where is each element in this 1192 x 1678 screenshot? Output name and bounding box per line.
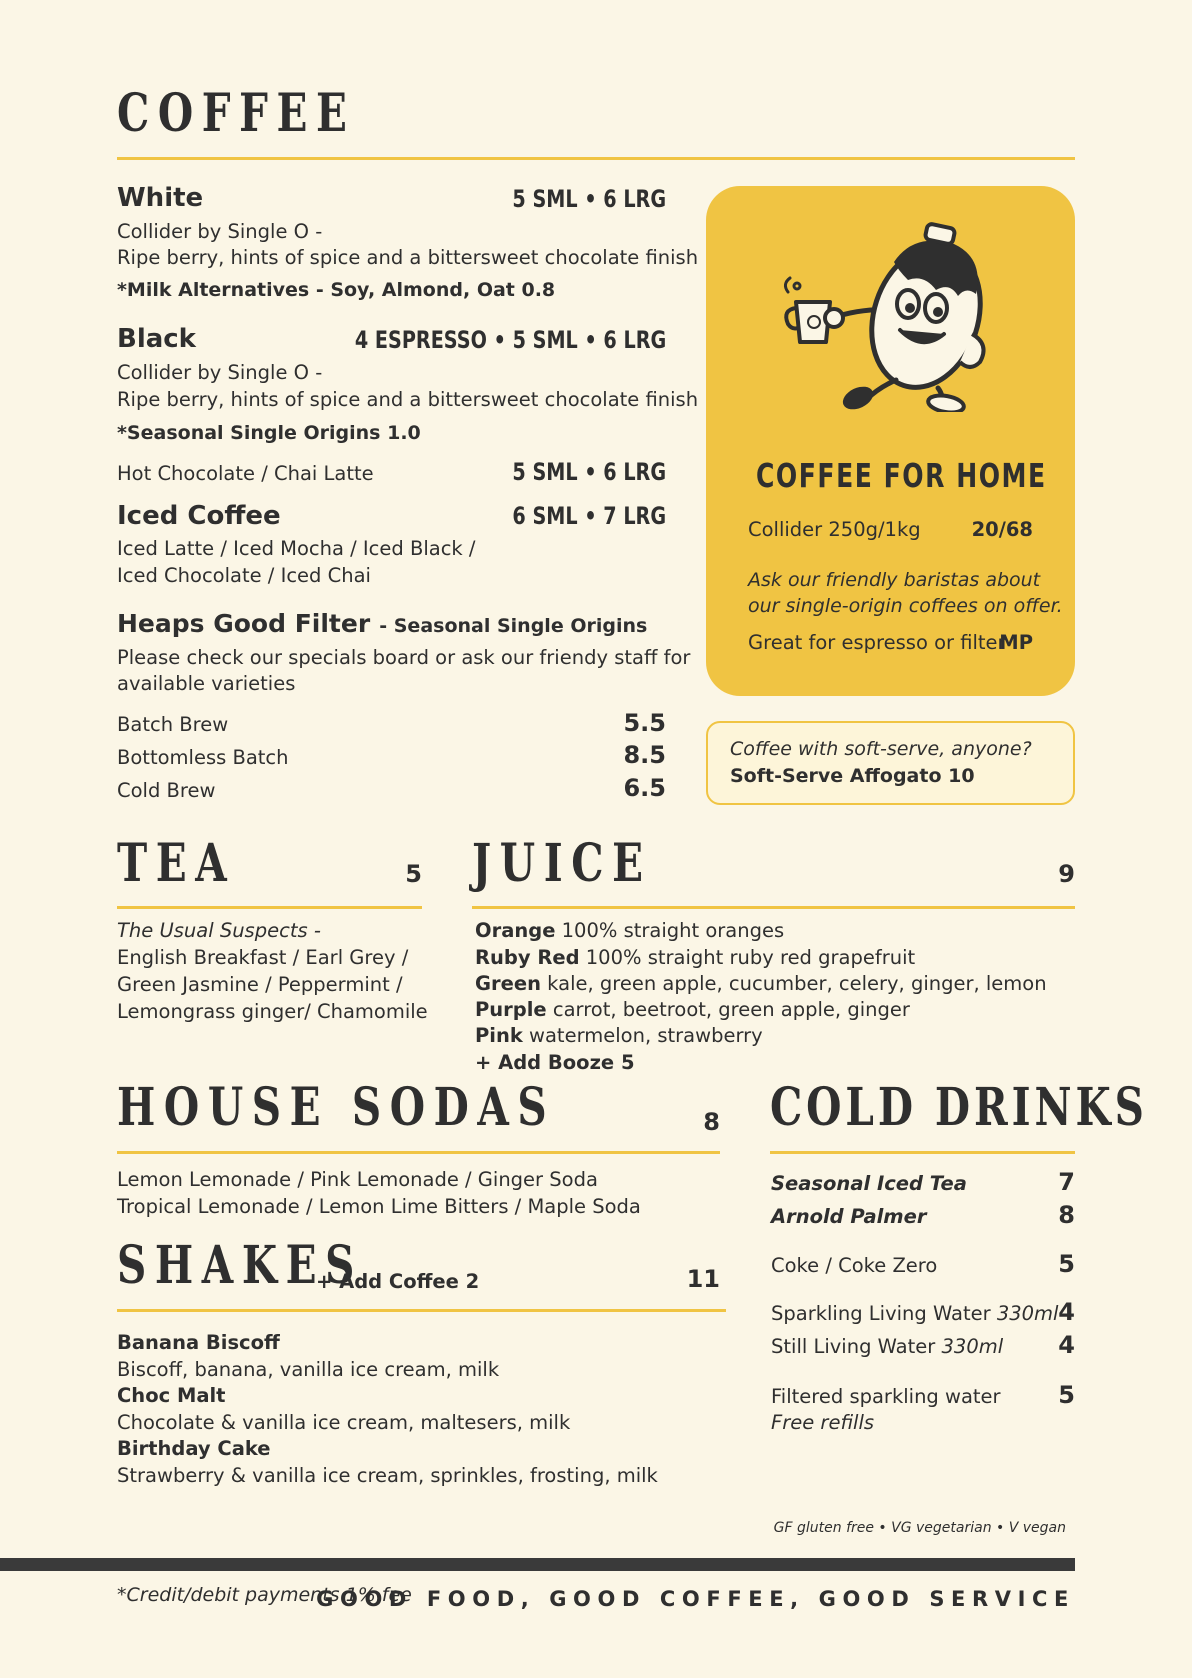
great-for-espresso: Great for espresso or filter <box>748 631 1006 654</box>
juice-purple-name: Purple <box>475 998 547 1021</box>
cold-drinks-rule <box>770 1151 1075 1154</box>
iced-coffee-price: 6 SML • 7 LRG <box>512 502 666 530</box>
hot-chocolate-price: 5 SML • 6 LRG <box>512 458 666 486</box>
juice-ruby-red-name: Ruby Red <box>475 946 580 969</box>
batch-brew-price: 5.5 <box>623 709 666 737</box>
tea-rule <box>117 906 422 909</box>
black-desc-1: Collider by Single O - <box>117 361 323 384</box>
juice-ruby-red <box>475 944 915 971</box>
arnold-palmer-price: 8 <box>1058 1201 1075 1229</box>
footer-bar <box>0 1558 1075 1571</box>
ask-baristas-1: Ask our friendly baristas about <box>748 569 1041 591</box>
coke-name: Coke / Coke Zero <box>771 1254 938 1277</box>
sparkling-water-unit: 330ml <box>996 1302 1059 1325</box>
juice-purple-desc: carrot, beetroot, green apple, ginger <box>552 998 910 1021</box>
coffee-for-home-title: COFFEE FOR HOME <box>756 456 1047 495</box>
house-sodas-title: HOUSE SODAS <box>117 1077 556 1138</box>
tea-line-1: English Breakfast / Earl Grey / <box>117 946 409 969</box>
juice-pink <box>475 1022 763 1049</box>
bottomless-batch-name: Bottomless Batch <box>117 746 289 769</box>
sodas-line-1: Lemon Lemonade / Pink Lemonade / Ginger Soda <box>117 1168 598 1191</box>
affogato-line-2: Soft-Serve Affogato 10 <box>730 765 975 787</box>
banana-biscoff-name: Banana Biscoff <box>117 1331 280 1354</box>
bottomless-batch-price: 8.5 <box>623 741 666 769</box>
banana-biscoff-desc: Biscoff, banana, vanilla ice cream, milk <box>117 1358 500 1381</box>
footer-slogan: GOOD FOOD, GOOD COFFEE, GOOD SERVICE <box>316 1587 1075 1611</box>
juice-pink-desc: watermelon, strawberry <box>529 1024 763 1047</box>
shakes-price: 11 <box>686 1265 720 1293</box>
ask-baristas-2: our single-origin coffees on offer. <box>748 595 1063 617</box>
juice-ruby-red-desc: 100% straight ruby red grapefruit <box>585 946 916 969</box>
juice-price: 9 <box>1058 860 1075 888</box>
iced-coffee-name: Iced Coffee <box>117 501 281 531</box>
house-sodas-rule <box>117 1151 720 1154</box>
shakes-rule <box>117 1309 726 1312</box>
still-water-unit: 330ml <box>941 1335 1004 1358</box>
juice-purple <box>475 996 910 1023</box>
shakes-title: SHAKES <box>117 1235 364 1296</box>
filtered-water-price: 5 <box>1058 1381 1075 1409</box>
affogato-line-1: Coffee with soft-serve, anyone? <box>730 738 1032 760</box>
juice-green-name: Green <box>475 972 541 995</box>
choc-malt-name: Choc Malt <box>117 1384 226 1407</box>
seasonal-iced-tea-price: 7 <box>1058 1168 1075 1196</box>
sparkling-water-name: Sparkling Living Water <box>771 1302 991 1325</box>
dietary-legend: GF gluten free • VG vegetarian • V vegan <box>773 1520 1066 1536</box>
still-water-price: 4 <box>1058 1331 1075 1359</box>
juice-title: JUICE <box>472 833 652 894</box>
batch-brew-name: Batch Brew <box>117 713 229 736</box>
black-price: 4 ESPRESSO • 5 SML • 6 LRG <box>354 326 666 354</box>
filter-desc-2: available varieties <box>117 672 296 695</box>
coke-price: 5 <box>1058 1250 1075 1278</box>
juice-green-desc: kale, green apple, cucumber, celery, ginger, lemon <box>547 972 1047 995</box>
house-sodas-price: 8 <box>703 1108 720 1136</box>
tea-title: TEA <box>117 833 236 894</box>
cold-brew-price: 6.5 <box>623 774 666 802</box>
add-coffee: + Add Coffee 2 <box>316 1270 480 1293</box>
collider-price: 20/68 <box>971 518 1033 541</box>
sparkling-water-price: 4 <box>1058 1298 1075 1326</box>
juice-green <box>475 970 1047 997</box>
filter-heading <box>117 609 647 639</box>
great-for-espresso-price: MP <box>999 631 1033 654</box>
still-water <box>771 1333 1003 1360</box>
juice-orange-desc: 100% straight oranges <box>561 919 785 942</box>
black-name: Black <box>117 324 196 354</box>
white-desc-1: Collider by Single O - <box>117 220 323 243</box>
tea-intro: The Usual Suspects - <box>117 919 321 942</box>
collider-product: Collider 250g/1kg <box>748 518 921 541</box>
free-refills: Free refills <box>771 1411 875 1434</box>
birthday-cake-desc: Strawberry & vanilla ice cream, sprinkles, frosting, milk <box>117 1464 658 1487</box>
hot-chocolate-name: Hot Chocolate / Chai Latte <box>117 462 374 485</box>
tea-price: 5 <box>405 860 422 888</box>
tea-line-2: Green Jasmine / Peppermint / <box>117 973 403 996</box>
affogato-callout <box>706 721 1075 805</box>
milk-alternatives-note: *Milk Alternatives - Soy, Almond, Oat 0.8 <box>117 279 556 301</box>
iced-coffee-desc-2: Iced Chocolate / Iced Chai <box>117 564 371 587</box>
black-desc-2: Ripe berry, hints of spice and a bittersweet chocolate finish <box>117 388 699 411</box>
filter-desc-1: Please check our specials board or ask our friendy staff for <box>117 646 691 669</box>
coffee-rule <box>117 157 1075 160</box>
juice-orange-name: Orange <box>475 919 556 942</box>
juice-rule <box>472 906 1075 909</box>
cold-drinks-title: COLD DRINKS <box>770 1077 1148 1138</box>
white-name: White <box>117 183 204 213</box>
filtered-water-name: Filtered sparkling water <box>771 1385 1001 1408</box>
white-desc-2: Ripe berry, hints of spice and a bittersweet chocolate finish <box>117 246 699 269</box>
sparkling-water <box>771 1300 1058 1327</box>
iced-coffee-desc-1: Iced Latte / Iced Mocha / Iced Black / <box>117 537 476 560</box>
birthday-cake-name: Birthday Cake <box>117 1437 271 1460</box>
card-fee-note: *Credit/debit payments 1% fee <box>117 1584 412 1606</box>
juice-orange <box>475 917 784 944</box>
white-price: 5 SML • 6 LRG <box>512 185 666 213</box>
arnold-palmer-name: Arnold Palmer <box>771 1205 927 1228</box>
sodas-line-2: Tropical Lemonade / Lemon Lime Bitters / Maple Soda <box>117 1195 641 1218</box>
add-booze: + Add Booze 5 <box>475 1051 635 1074</box>
filter-name: Heaps Good Filter <box>117 609 371 638</box>
still-water-name: Still Living Water <box>771 1335 936 1358</box>
seasonal-origins-note: *Seasonal Single Origins 1.0 <box>117 422 421 444</box>
juice-pink-name: Pink <box>475 1024 523 1047</box>
coffee-title: COFFEE <box>117 83 356 144</box>
choc-malt-desc: Chocolate & vanilla ice cream, maltesers, milk <box>117 1411 571 1434</box>
coffee-bean-mascot-icon <box>776 222 1016 412</box>
filter-subtitle: - Seasonal Single Origins <box>379 615 648 637</box>
cold-brew-name: Cold Brew <box>117 779 216 802</box>
seasonal-iced-tea-name: Seasonal Iced Tea <box>771 1172 967 1195</box>
coffee-for-home-panel <box>706 186 1075 696</box>
tea-line-3: Lemongrass ginger/ Chamomile <box>117 1000 428 1023</box>
